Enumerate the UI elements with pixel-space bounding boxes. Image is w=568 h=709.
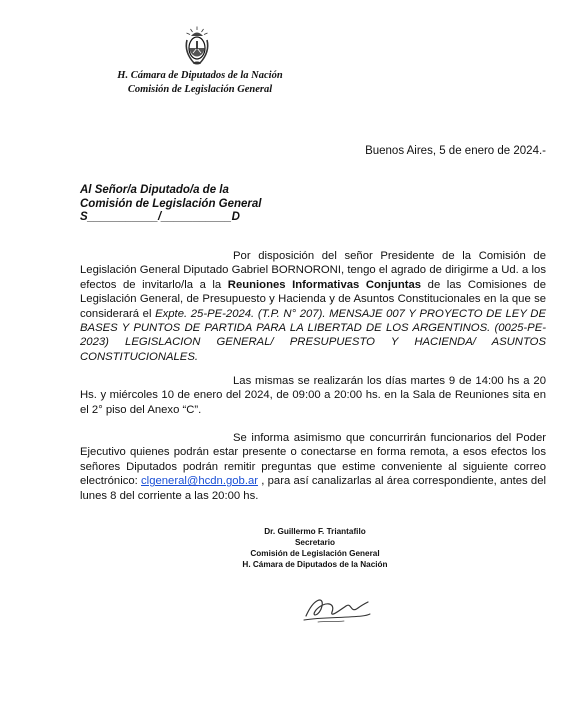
- file-reference: Expte. 25-PE-2024. (T.P. N° 207). MENSAJE 007 Y PROYECTO DE LEY DE BASES Y PUNTOS DE PARTIDA PARA LA LIBERTAD DE LOS ARGENTINOS. (0025-PE-2023) LEGISLACION GENERAL/ PRESUPUESTO Y HACIENDA/ ASUNTOS CONSTITUCIONALES.: [80, 307, 546, 363]
- recipient-block: [80, 184, 262, 225]
- paragraph-questions-text-2: , para así canalizarlas al área correspondiente, antes del lunes 8 del corriente a las 20:00 hs.: [80, 475, 546, 502]
- letter-date: Buenos Aires, 5 de enero de 2024.-: [365, 145, 546, 157]
- letterhead-commission: Comisión de Legislación General: [127, 84, 273, 95]
- letterhead-chamber: H. Cámara de Diputados de la Nación: [117, 70, 283, 81]
- signatory-chamber: H. Cámara de Diputados de la Nación: [242, 560, 388, 569]
- email-link[interactable]: clgeneral@hcdn.gob.ar: [141, 475, 259, 488]
- paragraph-questions: [80, 431, 546, 503]
- paragraph-schedule-text: Las mismas se realizarán los días martes 9 de 14:00 hs a 20 Hs. y miércoles 10 de enero del 2024, de 09:00 a 20:00 hs. en la Sala de Reuniones sita en el 2° piso del Anexo “C”.: [80, 375, 546, 416]
- meeting-type: Reuniones Informativas Conjuntas: [227, 278, 422, 291]
- recipient-line-1: Al Señor/a Diputado/a de la: [80, 184, 229, 196]
- paragraph-invitation: [80, 249, 546, 364]
- paragraph-schedule: [80, 374, 546, 417]
- signature-block: [210, 526, 420, 570]
- signatory-role: Secretario: [294, 538, 336, 547]
- signatory-name: Dr. Guillermo F. Triantafilo: [264, 527, 366, 536]
- paragraph-invitation-text-2: de las Comisiones de Legislación General, de Presupuesto y Hacienda y de Asuntos Constitucionales en la que se considerará el: [80, 278, 546, 320]
- handwritten-signature: [300, 592, 372, 628]
- argentine-coat-of-arms-icon: [183, 26, 211, 66]
- paragraph-invitation-text-1: Por disposición del señor Presidente de la Comisión de Legislación General Diputado Gabriel BORNORONI, tengo el agrado de dirigirme a Ud. a los efectos de invitarlo/la a la: [80, 250, 546, 291]
- recipient-line-3: S___________/___________D: [80, 211, 240, 224]
- signatory-commission: Comisión de Legislación General: [250, 549, 380, 558]
- letterhead: [70, 69, 330, 97]
- recipient-line-2: Comisión de Legislación General: [80, 197, 262, 210]
- paragraph-questions-text-1: Se informa asimismo que concurrirán funcionarios del Poder Ejecutivo quienes podrán estar presente o conectarse en forma remota, a esos efectos los señores Diputados podrán remitir preguntas que estime conveniente al siguiente correo electrónico:: [80, 432, 546, 488]
